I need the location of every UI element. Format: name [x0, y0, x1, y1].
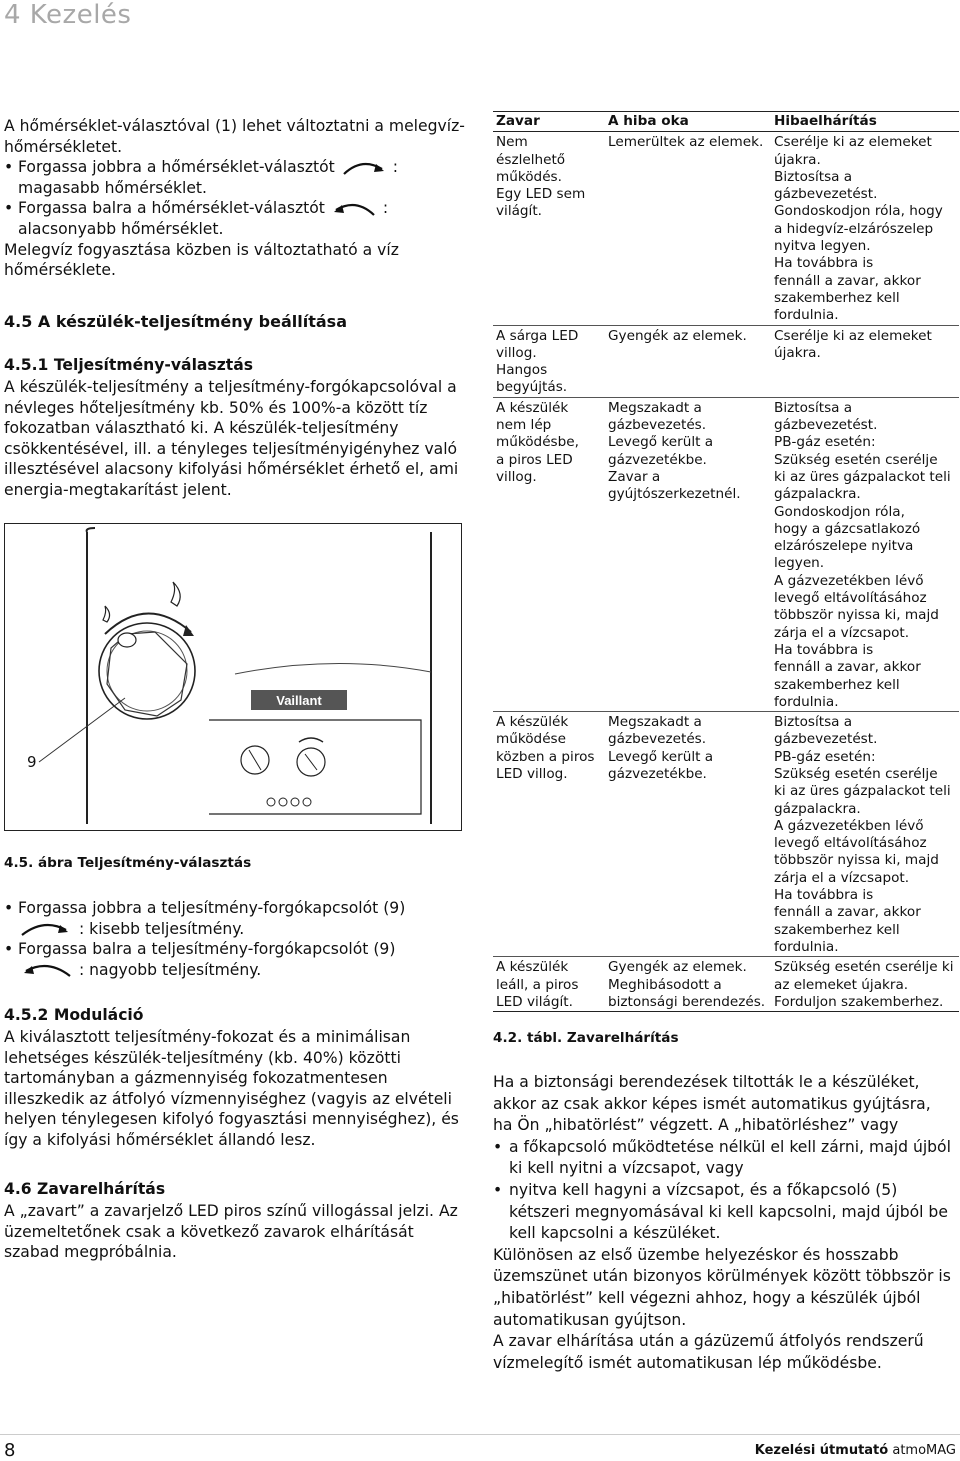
cell-line: gázbevezetést. [774, 186, 878, 203]
cell-line: elzárószelepe nyitva [774, 538, 914, 555]
bullet-dot: • [4, 158, 14, 177]
cell-line: Cserélje ki az elemeket [774, 134, 932, 151]
table-row [493, 325, 959, 397]
cell-line: gyújtószerkezetnél. [608, 486, 741, 503]
footer-title [755, 1443, 956, 1458]
cell-zavar [493, 397, 605, 711]
cell-ok [605, 325, 771, 397]
cell-line: gázvezetékbe. [608, 451, 707, 468]
footer-rule [0, 1434, 960, 1435]
cell-line: nyitva legyen. [774, 238, 871, 255]
cell-line: Szükség esetén cserélje [774, 765, 938, 782]
cell-line: PB-gáz esetén: [774, 434, 876, 451]
bullet-text-post: : alacsonyabb hőmérséklet. [18, 199, 389, 238]
bullet-dot: • [4, 899, 14, 917]
cell-line: gázbevezetés. [608, 417, 707, 434]
reset-bullet-1 [493, 1137, 953, 1180]
rotate-right-arrow-icon [18, 920, 74, 938]
reset-bullet-2 [493, 1180, 953, 1245]
cell-line: Gondoskodjon róla, hogy [774, 203, 943, 220]
cell-line: működésbe, [496, 434, 579, 451]
table-row [493, 712, 959, 957]
chapter-title: 4 Kezelés [4, 0, 132, 30]
cell-line: az elemeket újakra. [774, 976, 909, 993]
cell-line: Szükség esetén cserélje [774, 451, 938, 468]
table-header-zavar: Zavar [493, 112, 605, 132]
bullet-right-temp [4, 157, 470, 198]
cell-zavar [493, 712, 605, 957]
cell-line: PB-gáz esetén: [774, 748, 876, 765]
table-row [493, 957, 959, 1012]
cell-line: begyújtás. [496, 379, 568, 396]
bullet-text-post: : kisebb teljesítmény. [78, 919, 245, 938]
cell-line: biztonsági berendezés. [608, 993, 766, 1010]
cell-line: Levegő került a [608, 748, 714, 765]
cell-line: fennáll a zavar, akkor [774, 272, 921, 289]
bullet-dot: • [493, 1180, 503, 1199]
cell-line: Egy LED sem [496, 186, 586, 203]
cell-line: működés. [496, 168, 562, 185]
cell-line: leáll, a piros [496, 976, 579, 993]
cell-line: Ha továbbra is [774, 641, 874, 658]
cell-elharitas [771, 325, 959, 397]
cell-line: Ha továbbra is [774, 255, 874, 272]
cell-line: Levegő került a [608, 434, 714, 451]
cell-line: Biztosítsa a [774, 168, 853, 185]
cell-line: Szükség esetén cserélje ki [774, 959, 954, 976]
cell-line: szakemberhez kell [774, 921, 900, 938]
page-number: 8 [4, 1440, 16, 1461]
figure-label-9: 9 [27, 753, 37, 771]
bullet-text: nyitva kell hagyni a vízcsapot, és a főkapcsoló (5) kétszeri megnyomásával ki kell kapcsolni, majd újból be kell kapcsolni a készüléket. [509, 1180, 948, 1243]
cell-line: világít. [496, 203, 542, 220]
rotate-right-arrow-icon [340, 159, 388, 177]
reset-intro-text: Ha a biztonsági berendezések tiltották le a készüléket, akkor az csak akkor képes ismét automatikus gyújtásra, ha Ön „hibatörlést” végzett. A „hibatörléshez” vagy [493, 1073, 931, 1135]
bullet-dot: • [4, 199, 14, 218]
footer-title-prefix: Kezelési útmutató [754, 1443, 889, 1458]
cell-line: fennáll a zavar, akkor [774, 904, 921, 921]
cell-line: A sárga LED [496, 327, 579, 344]
section-4-5-1-text: A készülék-teljesítmény a teljesítmény-forgókapcsolóval a névleges hőteljesítmény kb. 50% és 100%-a között tíz fokozatban választható ki. A készülék-teljesítmény csökkentésével, ill. a tényleges teljesítményigényhez való illesztésével alacsony kifolyási hőmérséklet érhető el, ami energia-megtakarítást jelent. [4, 378, 459, 499]
cell-line: levegő eltávolításához [774, 590, 927, 607]
cell-line: működése [496, 731, 566, 748]
note-text: Melegvíz fogyasztása közben is változtatható a víz hőmérséklete. [4, 240, 399, 280]
fault-table [493, 111, 959, 1012]
cell-line: zárja el a vízcsapot. [774, 869, 910, 886]
section-4-6-heading: 4.6 Zavarelhárítás [4, 1180, 166, 1198]
bullet-text: Forgassa jobbra a teljesítmény-forgókapcsolót (9) [18, 899, 406, 917]
cell-ok [605, 957, 771, 1012]
cell-line: újakra. [774, 344, 821, 361]
cell-line: ki az üres gázpalackot teli [774, 783, 951, 800]
right-column-text [493, 1072, 953, 1374]
cell-elharitas [771, 957, 959, 1012]
rotate-left-arrow-icon [330, 200, 378, 218]
table-caption: 4.2. tábl. Zavarelhárítás [493, 1030, 679, 1046]
section-4-5-1-heading: 4.5.1 Teljesítmény-választás [4, 356, 254, 374]
brand-logo: Vaillant [276, 693, 322, 708]
cell-line: gázpalackra. [774, 800, 861, 817]
bullet-dot: • [493, 1137, 503, 1156]
table-row [493, 132, 959, 325]
cell-line: Forduljon szakemberhez. [774, 993, 944, 1010]
cell-line: Gondoskodjon róla, [774, 503, 905, 520]
cell-line: Megszakadt a [608, 399, 702, 416]
cell-line: többször nyissa ki, majd [774, 852, 939, 869]
cell-line: Gyengék az elemek. [608, 327, 747, 344]
bullet-text: Forgassa balra a hőmérséklet-választót [18, 199, 325, 218]
cell-line: a hidegvíz-elzárószelep [774, 220, 934, 237]
cell-line: Ha továbbra is [774, 887, 874, 904]
cell-line: gázbevezetés. [608, 731, 707, 748]
table-header-ok: A hiba oka [605, 112, 771, 132]
cell-line: A készülék [496, 959, 569, 976]
cell-line: A gázvezetékben lévő [774, 817, 924, 834]
cell-line: Hangos [496, 362, 548, 379]
rotate-left-arrow-icon [18, 961, 74, 979]
cell-line: közben a piros [496, 748, 595, 765]
cell-line: Meghibásodott a [608, 976, 722, 993]
bullet-dot: • [4, 940, 14, 959]
cell-line: újakra. [774, 151, 821, 168]
cell-line: észlelhető [496, 151, 566, 168]
bullet-text-post: : magasabb hőmérséklet. [18, 158, 398, 197]
left-column-intro [4, 116, 470, 281]
figure-caption: 4.5. ábra Teljesítmény-választás [4, 855, 252, 871]
bullet-left-power [4, 939, 470, 980]
cell-line: hogy a gázcsatlakozó [774, 520, 921, 537]
section-4-5-2-heading: 4.5.2 Moduláció [4, 1006, 144, 1024]
cell-line: A gázvezetékben lévő [774, 572, 924, 589]
reset-note-text: Különösen az első üzembe helyezéskor és hosszabb üzemszünet után bizonyos körülmények között többször is „hibatörlést” kell végezni ahhoz, hogy a készülék újból automatikusan gyújtson. [493, 1245, 951, 1329]
cell-line: gázpalackra. [774, 486, 861, 503]
section-4-6-text: A „zavart” a zavarjelző LED piros színű villogással jelzi. Az üzemeltetőnek csak a következő zavarok elhárítását szabad megpróbálnia. [4, 1202, 458, 1262]
cell-line: fordulnia. [774, 693, 839, 710]
left-column-power-bullets [4, 898, 470, 980]
cell-line: legyen. [774, 555, 825, 572]
cell-ok [605, 397, 771, 711]
resume-text: A zavar elhárítása után a gázüzemű átfolyós rendszerű vízmelegítő ismét automatikusan lép működésbe. [493, 1332, 924, 1372]
cell-line: Zavar a [608, 468, 661, 485]
cell-line: villog. [496, 344, 537, 361]
cell-line: Gyengék az elemek. [608, 959, 747, 976]
cell-line: szakemberhez kell [774, 676, 900, 693]
cell-line: A készülék [496, 399, 569, 416]
table-body [493, 132, 959, 1012]
cell-line: A készülék [496, 714, 569, 731]
cell-line: zárja el a vízcsapot. [774, 624, 910, 641]
cell-ok [605, 132, 771, 325]
cell-elharitas [771, 397, 959, 711]
section-4-5-heading: 4.5 A készülék-teljesítmény beállítása [4, 312, 347, 331]
cell-zavar [493, 325, 605, 397]
cell-line: Nem [496, 134, 528, 151]
table-row [493, 397, 959, 711]
bullet-text: Forgassa balra a teljesítmény-forgókapcsolót (9) [18, 940, 396, 959]
cell-ok [605, 712, 771, 957]
cell-line: Cserélje ki az elemeket [774, 327, 932, 344]
cell-line: LED világít. [496, 993, 573, 1010]
figure-power-selector [4, 523, 462, 831]
cell-zavar [493, 132, 605, 325]
bullet-text-post: : nagyobb teljesítmény. [78, 960, 262, 979]
bullet-right-power [4, 898, 470, 939]
cell-line: villog. [496, 468, 537, 485]
cell-line: Megszakadt a [608, 714, 702, 731]
header-bar [0, 0, 960, 58]
cell-line: Biztosítsa a [774, 399, 853, 416]
cell-line: szakemberhez kell [774, 289, 900, 306]
cell-line: LED villog. [496, 765, 568, 782]
bullet-left-temp [4, 198, 470, 239]
cell-line: nem lép [496, 417, 552, 434]
cell-line: többször nyissa ki, majd [774, 607, 939, 624]
cell-line: a piros LED [496, 451, 573, 468]
cell-line: ki az üres gázpalackot teli [774, 468, 951, 485]
cell-line: fennáll a zavar, akkor [774, 659, 921, 676]
table-header-row [493, 112, 959, 132]
table-header-elharitas: Hibaelhárítás [771, 112, 959, 132]
water-heater-illustration [5, 524, 462, 831]
cell-line: Biztosítsa a [774, 714, 853, 731]
bullet-text: a főkapcsoló működtetése nélkül el kell zárni, majd újból ki kell nyitni a vízcsapot, vagy [509, 1137, 951, 1178]
intro-text: A hőmérséklet-választóval (1) lehet változtatni a melegvíz-hőmérsékletet. [4, 117, 465, 156]
cell-line: fordulnia. [774, 938, 839, 955]
footer-title-model: atmoMAG [892, 1443, 956, 1458]
bullet-text: Forgassa jobbra a hőmérséklet-választót [18, 158, 335, 177]
cell-elharitas [771, 132, 959, 325]
cell-line: gázbevezetést. [774, 417, 878, 434]
cell-line: levegő eltávolításához [774, 835, 927, 852]
cell-zavar [493, 957, 605, 1012]
section-4-5-2-text: A kiválasztott teljesítmény-fokozat és a minimálisan lehetséges készülék-teljesítmény (kb. 40%) közötti tartományban a gázmennyiség fokozatmentesen illeszkedik az átfolyó vízmennyiséghez (vagyis az elvételi helyen ténylegesen kifolyó fogyasztási mennyiséghez), és így a kifolyási hőmérséklet állandó lesz. [4, 1028, 459, 1149]
cell-line: fordulnia. [774, 307, 839, 324]
cell-line: gázbevezetést. [774, 731, 878, 748]
cell-line: gázvezetékbe. [608, 765, 707, 782]
cell-line: Lemerültek az elemek. [608, 134, 764, 151]
cell-elharitas [771, 712, 959, 957]
